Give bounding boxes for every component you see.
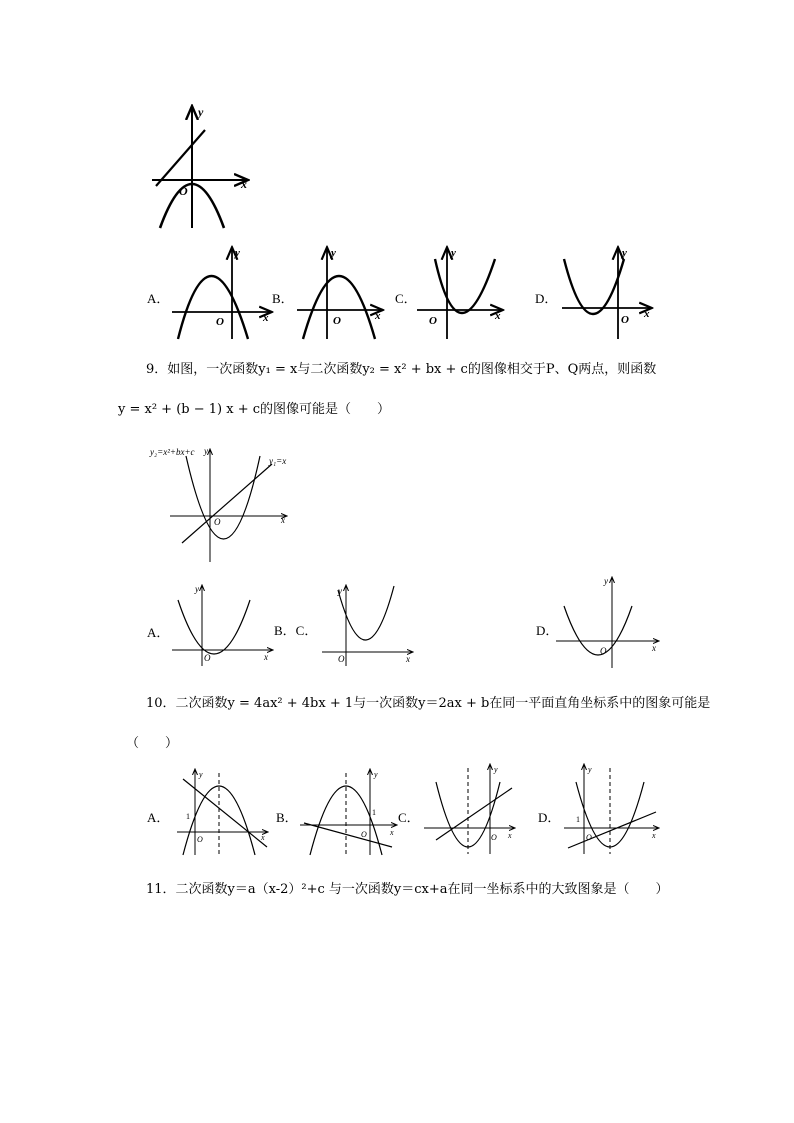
svg-text:y: y [451,247,456,259]
y1-label: y₁=x [269,456,287,466]
q9-option-d-graph [552,574,662,669]
svg-text:O: O [361,830,367,839]
q9-option-a[interactable]: A． [147,625,170,640]
svg-text:x: x [390,828,394,837]
q10-question-line2: （ ） [126,736,179,751]
q10-option-d[interactable]: D． [538,810,561,825]
svg-text:O: O [586,833,592,842]
svg-text:x: x [261,833,265,842]
q8-option-a-graph [170,245,275,340]
svg-text:x: x [652,643,656,653]
svg-text:y: y [622,247,627,259]
svg-text:y: y [199,770,203,779]
q8-option-d[interactable]: D． [535,291,558,306]
q11-question-line1: 11．二次函数y＝a（x-2）²+c 与一次函数y＝cx+a在同一坐标系中的大致图象是（ ） [146,882,669,897]
origin-label: O [179,184,188,198]
svg-text:y: y [588,765,592,774]
q9-question-line2: y = x² + (b − 1) x + c的图像可能是（ ） [118,402,390,417]
y-label: y [198,105,204,119]
q10-option-b-graph [298,767,398,857]
q8-option-a[interactable]: A． [147,291,170,306]
svg-text:O: O [204,653,211,663]
svg-text:1: 1 [372,808,376,817]
q10-option-b[interactable]: B． [276,810,298,825]
q8-option-b-graph [295,245,385,340]
svg-text:x: x [508,831,512,840]
svg-text:O: O [338,654,345,664]
svg-text:1: 1 [186,812,190,821]
svg-text:1: 1 [576,815,580,824]
q8-option-c[interactable]: C． [395,291,417,306]
svg-text:x: x [263,312,269,324]
svg-text:y: y [494,765,498,774]
q8-main-figure [150,100,250,230]
q10-question-line1: 10．二次函数y = 4ax² + 4bx + 1与一次函数y＝2ax + b在同一平面直角坐标系中的图象可能是 [146,696,711,711]
svg-text:O: O [197,835,203,844]
q8-option-c-graph [415,245,505,340]
q9-option-d[interactable]: D． [536,623,559,638]
q10-option-d-graph [562,762,662,857]
svg-text:x: x [406,654,410,664]
svg-text:O: O [214,517,221,527]
svg-text:y: y [195,584,199,594]
svg-text:O: O [600,646,607,656]
svg-text:O: O [429,315,437,327]
svg-text:y: y [604,576,608,586]
svg-text:x: x [264,652,268,662]
svg-text:x: x [495,310,501,322]
q10-option-c[interactable]: C． [398,810,420,825]
svg-text:y: y [374,770,378,779]
svg-text:O: O [491,833,497,842]
q10-option-c-graph [422,762,517,857]
q9-main-figure [148,442,298,567]
svg-text:x: x [652,831,656,840]
svg-text:y: y [331,247,336,259]
q9-option-bc[interactable]: B．C． [274,623,318,638]
q10-option-a-graph [175,767,270,857]
svg-text:x: x [375,310,381,322]
x-label: x [241,177,247,191]
q8-option-b[interactable]: B． [272,291,294,306]
svg-text:O: O [333,315,341,327]
q10-option-a[interactable]: A． [147,810,170,825]
q9-option-a-graph [168,582,273,667]
q9-question-line1: 9．如图，一次函数y₁ = x与二次函数y₂ = x² + bx + c的图像相交于P、Q两点，则函数 [146,362,657,377]
q8-option-d-graph [560,245,655,340]
svg-text:O: O [216,316,224,328]
svg-text:x: x [281,515,285,525]
svg-text:O: O [621,314,629,326]
svg-text:y: y [235,247,240,259]
svg-text:y: y [338,586,342,596]
q9-option-c-graph [318,582,418,667]
line-graph [156,130,205,186]
y2-label: y₂=x²+bx+c [150,447,195,457]
svg-text:x: x [644,308,650,320]
svg-text:y: y [204,446,208,456]
